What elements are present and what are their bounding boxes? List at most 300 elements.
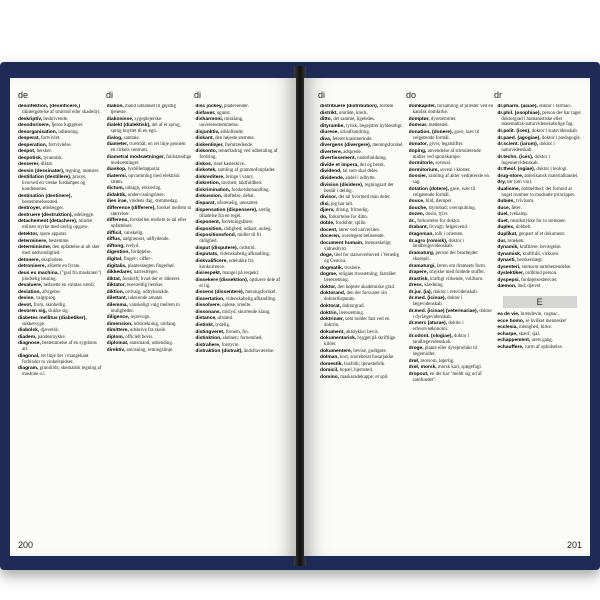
entry-headword: donator, [408, 142, 428, 148]
entry-definition: videnskabelig afhandling. [219, 252, 271, 258]
entry-headword: dimension, [106, 321, 133, 327]
entry-definition: forskel mellem to størrelser. [110, 205, 192, 217]
entry-headword: dilemma, [106, 302, 128, 308]
dictionary-entry [497, 206, 582, 212]
entry-definition: den højeste akademiske grad. [337, 284, 396, 290]
entry-definition: smykke med foldede stoffer. [429, 270, 485, 276]
entry-definition: fører. [511, 205, 522, 211]
entry-definition: regningsart der består i deling. [324, 182, 394, 194]
entry-headword: droge, [408, 346, 424, 352]
dictionary-entry [320, 195, 405, 201]
entry-headword: dossier, [408, 174, 428, 180]
dictionary-entry [409, 232, 494, 238]
entry-headword: diadem, [18, 334, 37, 340]
entry-headword: doktrinær, [320, 317, 344, 323]
entry-definition: fordøjelsesbesvær. [521, 277, 558, 283]
entry-definition: doktor i pædagogik. [541, 135, 582, 141]
entry-definition: del og hersk. [359, 162, 385, 168]
entry-headword: dysenteri, [497, 264, 521, 270]
dictionary-entry [195, 323, 280, 329]
entry-definition: plante eller dyreprodukt til lægemidler. [412, 346, 478, 358]
entry-definition: giver, legatstifter. [429, 142, 464, 148]
dictionary-entry [18, 309, 103, 315]
entry-headword: diktion, [106, 289, 125, 295]
dictionary-entry [320, 117, 405, 123]
entry-headword: devoren sig, [18, 309, 47, 315]
entry-definition: doktor i erhvervsøkonomi. [412, 321, 464, 333]
entry-definition: mødested. [428, 123, 449, 129]
entry-headword: dur, [497, 238, 507, 244]
dictionary-entry [195, 149, 280, 161]
entry-definition: bestemmelse af en sygdoms art. [22, 341, 97, 353]
entry-headword: distinkt, [195, 323, 215, 329]
entry-headword: docent, [320, 227, 338, 233]
entry-headword: detronisere, [18, 264, 46, 270]
dictionary-entry [195, 175, 280, 181]
entry-headword: dr.odont. (ologiae), [408, 333, 453, 339]
entry-definition: bopæl, hjemsted. [339, 368, 374, 374]
dictionary-entry [18, 290, 103, 296]
dictionary-column [320, 104, 405, 534]
entry-headword: drapere, [408, 270, 428, 276]
entry-definition: samtale. [123, 135, 140, 141]
entry-headword: divertissement, [320, 156, 356, 162]
dictionary-entry [107, 104, 192, 116]
entry-headword: diameter, [106, 142, 129, 148]
entry-headword: dixi, [320, 201, 330, 207]
entry-definition: afstand. [217, 316, 234, 322]
entry-headword: dokument, [320, 329, 345, 335]
entry-definition: mislyd, skurrende klang. [222, 309, 271, 315]
entry-definition: mindre militær styrke med særlig opgave. [22, 219, 93, 231]
entry-definition: afsætte en fyrste. [47, 264, 81, 270]
entry-definition: bestemme. [48, 238, 70, 244]
entry-definition: djævelsk. [40, 328, 60, 334]
entry-headword: doge, [320, 253, 334, 259]
dictionary-entry [107, 296, 192, 302]
entry-headword: drug-store, [497, 173, 524, 179]
dictionary-entry [195, 162, 280, 168]
entry-definition: person der bearbejder skuespil. [412, 251, 478, 262]
dictionary-entry [18, 194, 103, 206]
entry-headword: diskreditere, [195, 174, 225, 180]
entry-headword: difference (differere), [106, 205, 156, 211]
entry-definition: adskillende. [220, 129, 244, 135]
dictionary-entry [409, 206, 494, 212]
dictionary-entry [497, 265, 582, 271]
entry-headword: diaskop, [106, 167, 127, 173]
entry-headword: dr.merc (aturae), [408, 321, 447, 327]
entry-definition: tværmål; en ret linje gennem en cirkels centrum. [110, 142, 186, 154]
dictionary-entry [107, 174, 192, 186]
entry-headword: dies irae, [106, 199, 128, 205]
entry-headword: dokumentere, [320, 348, 353, 354]
entry-headword: disharmoni, [195, 117, 224, 123]
entry-definition: midler til fri rådighed. [199, 233, 262, 245]
entry-headword: dormitorie, [408, 161, 435, 167]
entry-headword: determinisme, [18, 245, 52, 251]
entry-headword: dolman, [320, 355, 339, 361]
dictionary-entry [195, 278, 280, 290]
entry-headword: drastisk, [408, 276, 429, 282]
entry-headword: disposition, [195, 226, 223, 232]
dictionary-entry [497, 187, 582, 199]
dictionary-entry [195, 111, 280, 117]
entry-headword: dissolvere, [195, 303, 221, 309]
entry-headword: dr.paed. (agogiae), [497, 135, 541, 141]
entry-headword: duce, [497, 205, 511, 211]
entry-definition: grundrids; skematisk tegning af maskine o.l. [22, 366, 102, 378]
entry-headword: destillation (destillere), [18, 175, 72, 181]
entry-headword: dispensation (dispensere), [195, 207, 258, 213]
entry-headword: devaluere, [18, 283, 43, 289]
entry-definition: klædning. [424, 283, 444, 289]
entry-definition: husfolk; tjenestefolk. [344, 361, 386, 367]
entry-headword: dr.scient. (iarum), [497, 142, 539, 148]
entry-definition: nedsætte en valutas værdi. [43, 283, 96, 289]
entry-headword: disc jockey, [195, 104, 223, 109]
entry-definition: pladevender. [223, 104, 249, 109]
dictionary-entry [409, 264, 494, 270]
right-page [304, 78, 590, 556]
entry-headword: dubiøs, [497, 199, 515, 205]
dictionary-entry [107, 193, 192, 199]
entry-definition: sovesal. [435, 161, 452, 167]
dictionary-entry [18, 335, 103, 341]
dictionary-entry [195, 246, 280, 252]
entry-definition: adsprede. [343, 149, 362, 155]
entry-headword: dramaturgi, [408, 263, 436, 269]
dictionary-entry [409, 277, 494, 283]
entry-headword: ecclesia, [497, 325, 518, 331]
dictionary-entry [107, 123, 192, 135]
dictionary-entry [107, 206, 192, 218]
entry-headword: dragoman, [408, 231, 434, 237]
entry-headword: desserer, [18, 162, 40, 168]
entry-headword: doktor, [320, 284, 337, 290]
entry-definition: fordele. [379, 104, 395, 109]
entry-definition: åndsfraværelse. [243, 349, 275, 355]
dictionary-entry [320, 375, 405, 381]
entry-definition: tvelyd. [125, 243, 140, 249]
entry-definition: vredens dag, dommedag. [129, 199, 179, 205]
entry-definition: bevise, godtgøre. [353, 348, 387, 354]
entry-headword: differens, [106, 218, 129, 224]
entry-headword: dokumentarisk, [320, 336, 357, 342]
entry-definition: eksplodere. [41, 257, 64, 263]
entry-definition: jeg har talt. [331, 201, 354, 207]
dictionary-entry [18, 239, 103, 245]
entry-headword: drabant, [408, 225, 428, 231]
entry-definition: ordstrid. [239, 245, 256, 251]
entry-headword: disrespekt, [195, 271, 222, 277]
dictionary-entry [320, 124, 405, 130]
entry-headword: dr.med. (icinae), [408, 296, 446, 302]
entry-headword: drøl, morsk, [408, 365, 437, 371]
entry-headword: ea de vie, [497, 312, 520, 318]
entry-headword: diakon, [106, 104, 124, 109]
entry-definition: tonekøn. [507, 238, 525, 244]
dictionary-entry [497, 104, 582, 110]
dictionary-entry [409, 346, 494, 358]
dictionary-entry [497, 136, 582, 142]
entry-definition: udstrækning, omfang. [133, 321, 177, 327]
entry-definition: herskerslægt. [517, 258, 544, 264]
dictionary-entry [409, 104, 494, 116]
entry-headword: domsar, [408, 123, 428, 129]
entry-headword: dr.techn. (ices), [497, 154, 534, 160]
entry-headword: dynasti, [497, 258, 516, 264]
entry-definition: rådighed; udkast, anlæg. [224, 226, 272, 232]
left-page-columns [18, 104, 280, 534]
dictionary-entry [18, 245, 103, 257]
entry-headword: duet, [497, 218, 510, 224]
dictionary-entry [497, 252, 582, 258]
entry-headword: duel, [497, 212, 509, 218]
entry-headword: dispositionsfond, [195, 233, 237, 239]
dictionary-column [107, 104, 192, 534]
entry-headword: digestion, [106, 250, 130, 256]
entry-definition: lærer ved universitet. [338, 227, 381, 233]
entry-definition: underholdning. [357, 156, 387, 162]
entry-headword: diskos, [195, 161, 213, 167]
dictionary-entry [320, 285, 405, 291]
entry-headword: duplikat, [497, 231, 518, 237]
dictionary-entry [107, 167, 192, 173]
page-number: 201 [566, 540, 582, 550]
dictionary-entry [409, 130, 494, 142]
entry-definition: pandesmykke. [37, 334, 66, 340]
entry-definition: soveal i kloster. [440, 167, 471, 173]
dictionary-entry [409, 334, 494, 346]
entry-headword: diakonisse, [106, 116, 134, 122]
dictionary-entry [107, 277, 192, 283]
entry-headword: distinktion, [195, 336, 222, 342]
dictionary-entry [409, 149, 494, 161]
entry-headword: detektor, [18, 231, 39, 237]
dictionary-entry [409, 219, 494, 225]
dictionary-entry [409, 187, 494, 199]
dictionary-entry [195, 220, 280, 226]
entry-definition: tegning, mønster. [65, 168, 100, 174]
right-page-columns [320, 104, 582, 534]
entry-headword: distrikt, [320, 110, 338, 116]
entry-headword: desodorisere, [18, 123, 51, 129]
entry-headword: disparat, [195, 201, 216, 207]
entry-headword: despotisk, [18, 155, 43, 161]
dictionary-entry [409, 161, 494, 167]
entry-headword: dualisme, [497, 186, 520, 192]
entry-definition: rejsevogn. [130, 315, 151, 321]
entry-headword: diplomat, [106, 341, 129, 347]
entry-definition: misklang, uoverensstemmelse. [199, 117, 244, 129]
entry-headword: desinfektion, (desinficere,) [18, 104, 80, 109]
entry-headword: dessin (dessinatør), [18, 168, 65, 174]
entry-definition: fuldstændige modsætninger. [110, 154, 192, 166]
dictionary-entry [195, 349, 280, 355]
dictionary-entry [107, 136, 192, 142]
dictionary-entry [497, 312, 582, 318]
entry-definition: samling af grammofonplader. [217, 168, 276, 174]
dictionary-entry [320, 266, 405, 272]
dictionary-entry [107, 341, 192, 347]
dictionary-entry [18, 264, 103, 270]
dictionary-entry [18, 169, 103, 175]
dictionary-entry [320, 311, 405, 317]
entry-headword: domkapitel, [408, 104, 436, 109]
entry-headword: deviation, [18, 289, 41, 295]
entry-headword: distribuere (distribution), [320, 104, 379, 109]
entry-definition: doktor i tandlægevidenskab. [412, 333, 470, 345]
entry-headword: diabetes mellitus (diabetiker), [18, 315, 87, 321]
entry-headword: drøl, [408, 358, 420, 364]
entry-definition: lysbilledapparat. [127, 167, 161, 173]
dictionary-entry [320, 368, 405, 374]
entry-headword: divertere, [320, 149, 343, 155]
entry-headword: diskant, [195, 136, 214, 142]
entry-headword: direktiv, [106, 348, 126, 354]
dictionary-entry [320, 355, 405, 361]
entry-definition: doktor i statsvidenskab. [531, 129, 579, 134]
dictionary-entry [18, 136, 103, 142]
entry-definition: udelukke fra konkurrence. [199, 258, 254, 270]
entry-definition: rentefradrag ved udbetaling af fordring. [199, 149, 278, 161]
entry-headword: dæmon, [497, 284, 517, 290]
dictionary-entry [107, 117, 192, 123]
entry-headword: dry, [497, 180, 506, 186]
entry-definition: sygeplejerske. [134, 116, 163, 122]
dictionary-entry [107, 335, 192, 341]
entry-definition: afvigelse. [42, 289, 61, 295]
entry-definition: vanskelig. [123, 230, 144, 236]
entry-headword: diskenlinjer, [195, 142, 224, 148]
entry-definition: dusin, tylvt. [425, 212, 449, 218]
dictionary-entry [195, 168, 280, 174]
entry-headword: dialekt (dialektisk), [106, 123, 151, 129]
entry-headword: dogme, [320, 272, 338, 278]
entry-headword: divisor, [320, 195, 338, 201]
entry-definition: uforenelig, uensartet. [216, 201, 259, 207]
dictionary-entry [107, 244, 192, 250]
entry-definition: kraftlære; bevægelse. [519, 245, 562, 251]
dictionary-entry [409, 359, 494, 365]
entry-definition: fornem, fin. [225, 329, 249, 335]
left-page-running-headers [18, 90, 282, 100]
entry-definition: del af et sprog, sprog knyttet til en egn. [110, 123, 181, 134]
right-page-running-headers [318, 90, 582, 100]
entry-definition: ret linje der i mangekant forbinder to vinkelspidser. [22, 353, 89, 365]
dictionary-entry [107, 283, 192, 289]
entry-definition: feteret kunstnerinde. [332, 136, 373, 142]
entry-headword: desperat, [18, 136, 40, 142]
dictionary-entry [18, 303, 103, 309]
entry-headword: doble, [320, 221, 335, 227]
entry-headword: devise, [18, 296, 35, 302]
entry-definition: meningsforskel. [245, 290, 277, 296]
entry-headword: dikkedarer, [106, 270, 133, 276]
dictionary-entry [195, 290, 280, 296]
dictionary-entry [107, 237, 192, 243]
entry-headword: dozen, [408, 212, 425, 218]
dictionary-entry [107, 257, 192, 263]
dictionary-column [18, 104, 103, 534]
dictionary-entry [195, 343, 280, 349]
entry-definition: dobbelt. [515, 225, 532, 231]
dictionary-entry [107, 270, 192, 276]
dictionary-entry [107, 250, 192, 256]
dictionary-entry [320, 349, 405, 355]
entry-definition: forskrift; hvad der er dikteret. [122, 276, 181, 282]
entry-headword: diffus, [106, 237, 122, 243]
entry-headword: dityrambe, [320, 123, 345, 129]
entry-definition: statsmand, udsending. [129, 341, 173, 347]
entry-headword: echauffere, [497, 345, 524, 351]
entry-definition: udskrive fra skole. [129, 328, 167, 334]
entry-definition: bringe i vanry. [225, 174, 255, 180]
entry-headword: didaktik, [106, 192, 127, 198]
entry-definition: dobbelthed; det forhold at noget rummer to modsatte principper. [501, 186, 576, 198]
entry-definition: læren om dramaets form. [436, 263, 486, 269]
entry-headword: dress, [408, 283, 424, 289]
entry-definition: drøftelse, debat. [223, 194, 255, 200]
dictionary-entry [497, 332, 582, 338]
dictionary-entry [497, 129, 582, 135]
dictionary-entry [107, 315, 192, 321]
entry-headword: echarpe, [497, 331, 518, 337]
entry-definition: doktor i lægevidenskab. [412, 296, 463, 308]
dictionary-entry [320, 304, 405, 310]
entry-definition: undervisningslære. [127, 192, 165, 198]
entry-definition: sukkersyge. [22, 321, 46, 327]
entry-definition: bygget på skriftlige kilder. [324, 336, 396, 348]
dictionary-entry [18, 104, 103, 116]
entry-headword: disponent, [195, 220, 221, 226]
dictionary-entry [18, 213, 103, 219]
entry-definition: morsk karl, spøgefugl. [437, 365, 482, 371]
dictionary-entry [195, 201, 280, 207]
entry-definition: tyrannisk. [43, 155, 63, 161]
dictionary-entry [320, 176, 405, 182]
entry-definition: beskrivende. [43, 116, 69, 122]
entry-definition: doktor i teologi. [536, 167, 568, 173]
dictionary-entry [195, 303, 280, 309]
dictionary-entry [18, 366, 103, 378]
entry-definition: forsamling af præster ved en katolsk domkirke. [412, 104, 494, 115]
dictionary-entry [320, 241, 405, 253]
entry-definition: proces, hvorved en væske fordampes og kondenseres. [22, 175, 87, 193]
entry-headword: echappement, [497, 338, 531, 344]
entry-definition: anvisning, retningslinje. [126, 348, 174, 354]
dictionary-entry [18, 206, 103, 212]
running-header: dr [494, 90, 503, 100]
entry-headword: doktorand, [320, 291, 346, 297]
entry-definition: tal som skal deles. [342, 169, 379, 175]
entry-definition: religiøs trossætning; fastslået læresætning. [324, 272, 396, 284]
entry-definition: opvarmning med elektrisk strøm. [110, 173, 180, 185]
entry-definition: anvendelse af stimulerende midler ved sportskampe. [412, 148, 481, 160]
entry-headword: diskotek, [195, 168, 217, 174]
dictionary-entry [320, 330, 405, 336]
entry-headword: distingveret, [195, 329, 225, 335]
dictionary-entry [18, 354, 103, 366]
dictionary-entry [320, 111, 405, 117]
entry-definition: dyretæmmer. [430, 116, 457, 122]
dictionary-entry [320, 150, 405, 156]
entry-definition: forstyrre. [221, 342, 240, 348]
entry-headword: destination (destinere), [18, 193, 72, 199]
entry-headword: dissonans, [195, 309, 221, 315]
entry-headword: domptør, [408, 116, 430, 122]
